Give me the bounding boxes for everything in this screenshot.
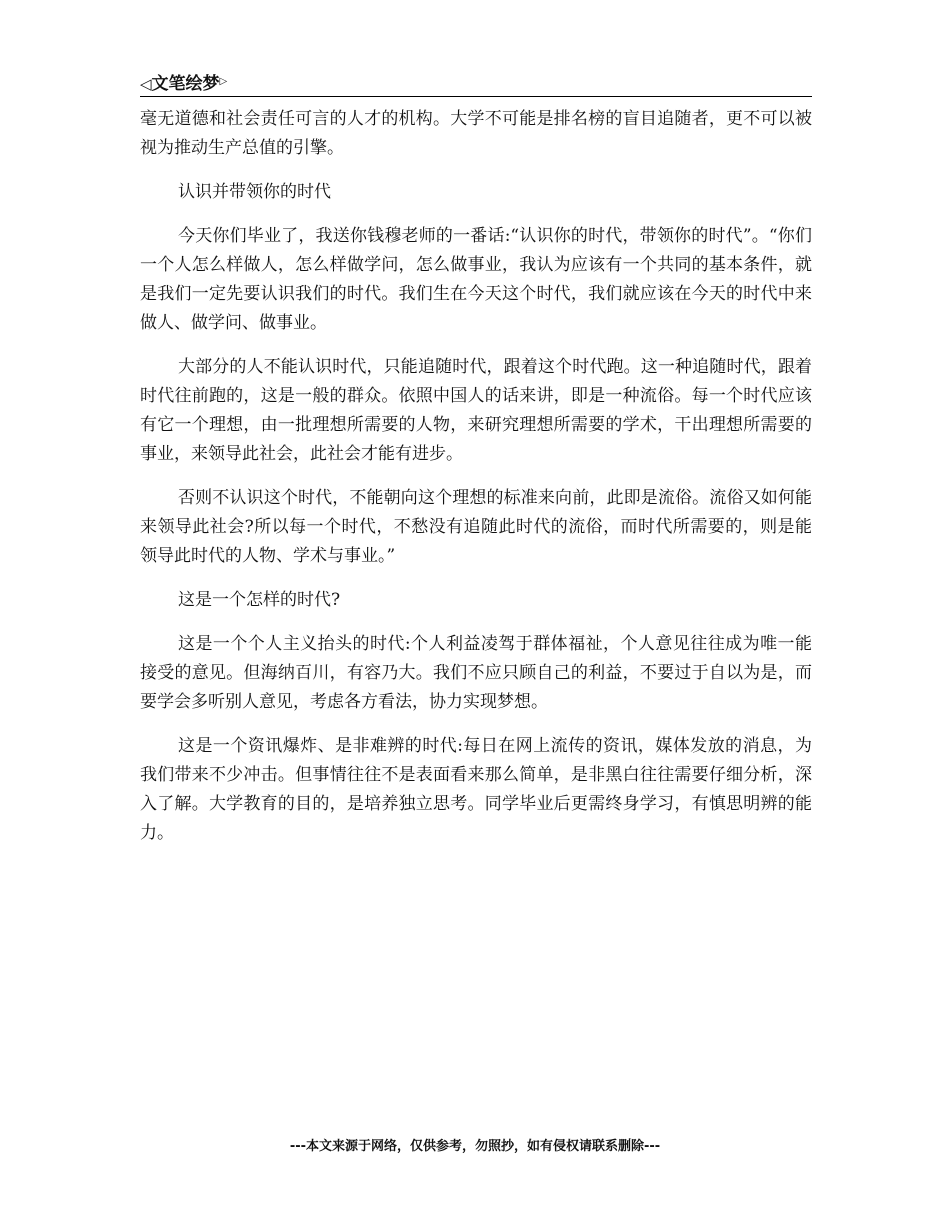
paragraph-vulgar-custom: 否则不认识这个时代，不能朝向这个理想的标准来向前，此即是流俗。流俗又如何能来领导此社会?所以每一个时代，不愁没有追随此时代的流俗，而时代所需要的，则是能领导此时代的人物、学术与事业。” (140, 488, 812, 566)
section-heading-era: 认识并带领你的时代 (178, 182, 331, 202)
right-triangle-icon: ▷ (219, 76, 228, 87)
paragraph-individualism: 这是一个个人主义抬头的时代:个人利益凌驾于群体福祉，个人意见往往成为唯一能接受的意见。但海纳百川，有容乃大。我们不应只顾自己的利益，不要过于自以为是，而要学会多听别人意见，考虑各方看法，协力实现梦想。 (140, 634, 812, 712)
header-title: 文笔绘梦 (151, 74, 220, 94)
section-heading-what-era: 这是一个怎样的时代? (178, 590, 341, 610)
page-footer-disclaimer: ---本文来源于网络，仅供参考，勿照抄，如有侵权请联系删除--- (289, 1139, 661, 1154)
paragraph-following-era: 大部分的人不能认识时代，只能追随时代，跟着这个时代跑。这一种追随时代，跟着时代往前跑的，这是一般的群众。依照中国人的话来讲，即是一种流俗。每一个时代应该有它一个理想，由一批理想所需要的人物，来研究理想所需要的学术，干出理想所需要的事业，来领导此社会，此社会才能有进步。 (140, 357, 812, 464)
header-logo (140, 72, 227, 94)
document-body (140, 105, 812, 848)
left-triangle-icon: ◁ (140, 75, 152, 93)
paragraph-continuation: 毫无道德和社会责任可言的人才的机构。大学不可能是排名榜的盲目追随者，更不可以被视为推动生产总值的引擎。 (140, 109, 812, 158)
paragraph-information-explosion: 这是一个资讯爆炸、是非难辨的时代:每日在网上流传的资讯，媒体发放的消息，为我们带来不少冲击。但事情往往不是表面看来那么简单，是非黑白往往需要仔细分析，深入了解。大学教育的目的，是培养独立思考。同学毕业后更需终身学习，有慎思明辨的能力。 (140, 736, 812, 843)
paragraph-qian-mu-quote: 今天你们毕业了，我送你钱穆老师的一番话:“认识你的时代，带领你的时代”。“你们一个人怎么样做人，怎么样做学问，怎么做事业，我认为应该有一个共同的基本条件，就是我们一定先要认识我们的时代。我们生在今天这个时代，我们就应该在今天的时代中来做人、做学问、做事业。 (140, 226, 812, 333)
page-header (140, 68, 812, 97)
